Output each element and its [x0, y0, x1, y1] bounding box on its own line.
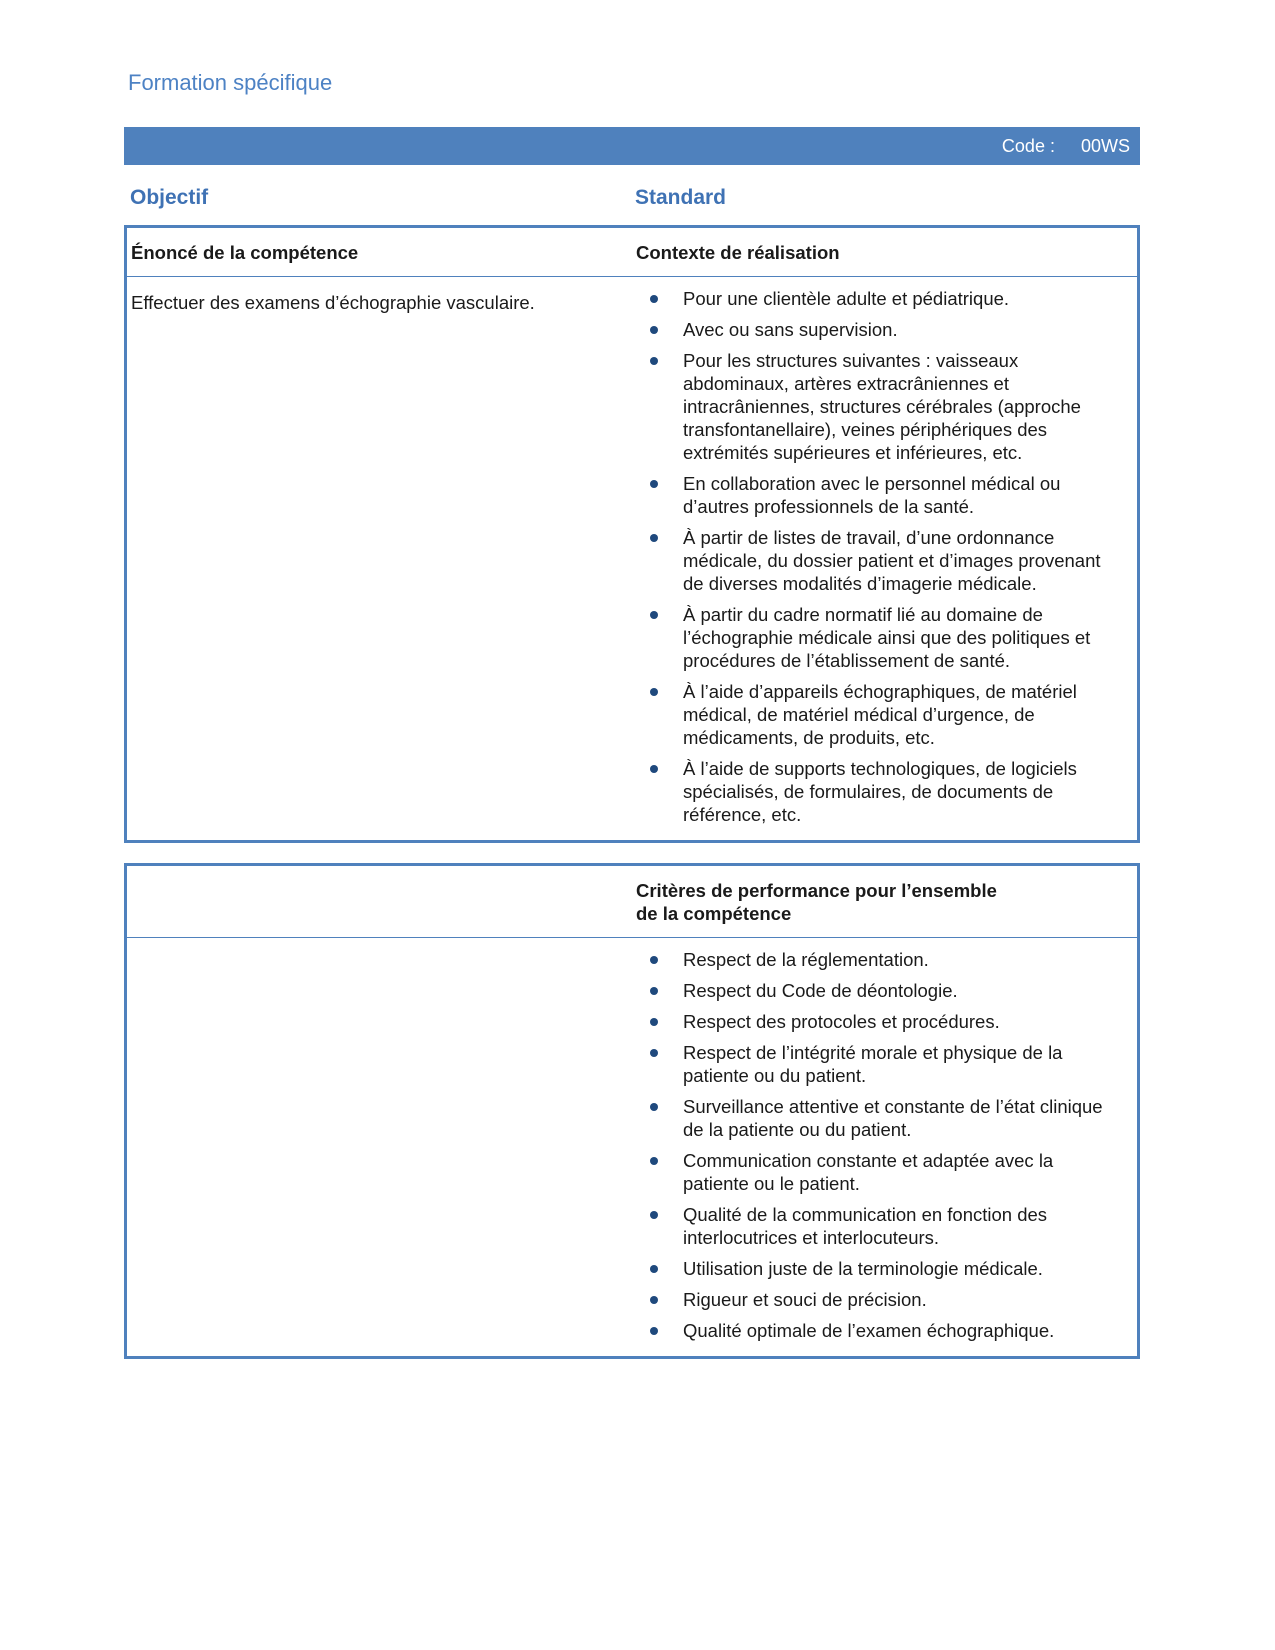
page-content [124, 0, 1140, 1359]
enonce-competence-header: Énoncé de la compétence [131, 242, 359, 263]
list-item-text: Pour une clientèle adulte et pédiatrique. [683, 288, 1010, 309]
list-item [636, 680, 1103, 749]
bullet-icon [650, 1211, 658, 1219]
list-item [636, 948, 1103, 971]
list-item-text: Surveillance attentive et constante de l’état clinique de la patiente ou du patient. [683, 1096, 1103, 1140]
list-item-text: À l’aide d’appareils échographiques, de matériel médical, de matériel médical d’urgence, de médicaments, de produits, etc. [683, 681, 1077, 748]
bullet-icon [650, 1296, 658, 1304]
list-item [636, 349, 1103, 464]
list-item [636, 1257, 1103, 1280]
list-item-text: Communication constante et adaptée avec la patiente ou le patient. [683, 1150, 1054, 1194]
list-item [636, 757, 1103, 826]
criteres-cell [632, 938, 1137, 1356]
column-headings-row [124, 186, 1140, 210]
bullet-icon [650, 534, 658, 542]
bullet-icon [650, 357, 658, 365]
bullet-icon [650, 765, 658, 773]
code-banner [124, 127, 1140, 165]
criteres-header-cell [632, 866, 1137, 937]
list-item-text: Respect de la réglementation. [683, 949, 929, 970]
contexte-realisation-header: Contexte de réalisation [636, 242, 840, 263]
bullet-icon [650, 611, 658, 619]
list-item-text: Qualité optimale de l’examen échographique. [683, 1320, 1055, 1341]
criteres-empty-body-cell [127, 938, 632, 1356]
bullet-icon [650, 1265, 658, 1273]
list-item [636, 287, 1103, 310]
bullet-icon [650, 1327, 658, 1335]
list-item [636, 979, 1103, 1002]
list-item-text: Utilisation juste de la terminologie médicale. [683, 1258, 1043, 1279]
list-item [636, 1319, 1103, 1342]
criteres-table-body-row [127, 938, 1137, 1356]
contexte-bullet-list [636, 287, 1129, 826]
bullet-icon [650, 688, 658, 696]
code-label: Code : [1001, 135, 1055, 156]
list-item-text: Rigueur et souci de précision. [683, 1289, 927, 1310]
list-item-text: Respect du Code de déontologie. [683, 980, 958, 1001]
competence-statement: Effectuer des examens d’échographie vasculaire. [131, 292, 535, 313]
list-item-text: Respect des protocoles et procédures. [683, 1011, 1000, 1032]
list-item-text: Respect de l’intégrité morale et physique de la patiente ou du patient. [683, 1042, 1063, 1086]
criteres-empty-header-cell [127, 866, 632, 937]
list-item [636, 1041, 1103, 1087]
bullet-icon [650, 295, 658, 303]
list-item [636, 1095, 1103, 1141]
bullet-icon [650, 1157, 658, 1165]
list-item-text: À partir de listes de travail, d’une ordonnance médicale, du dossier patient et d’images provenant de diverses modalités d’imagerie médicale. [683, 527, 1101, 594]
list-item-text: Avec ou sans supervision. [683, 319, 898, 340]
list-item-text: En collaboration avec le personnel médical ou d’autres professionnels de la santé. [683, 473, 1061, 517]
competence-table [124, 225, 1140, 843]
criteres-performance-header: Critères de performance pour l’ensemble de la compétence [636, 880, 997, 924]
contexte-cell [632, 277, 1137, 840]
bullet-icon [650, 326, 658, 334]
bullet-icon [650, 1103, 658, 1111]
competence-table-body-row [127, 277, 1137, 840]
list-item [636, 472, 1103, 518]
list-item [636, 318, 1103, 341]
list-item [636, 1010, 1103, 1033]
list-item [636, 526, 1103, 595]
list-item-text: Pour les structures suivantes : vaisseaux abdominaux, artères extracrâniennes et intracrâniennes, structures cérébrales (approche transfontanellaire), veines périphériques des extrémités supérieures et inférieures, etc. [683, 350, 1081, 463]
list-item-text: Qualité de la communication en fonction des interlocutrices et interlocuteurs. [683, 1204, 1048, 1248]
list-item-text: À partir du cadre normatif lié au domaine de l’échographie médicale ainsi que des politiques et procédures de l’établissement de santé. [683, 604, 1091, 671]
bullet-icon [650, 956, 658, 964]
list-item [636, 1149, 1103, 1195]
code-value: 00WS [1080, 135, 1130, 156]
objectif-heading: Objectif [130, 186, 209, 209]
criteres-bullet-list [636, 948, 1129, 1342]
standard-heading: Standard [635, 186, 727, 209]
bullet-icon [650, 480, 658, 488]
list-item [636, 1288, 1103, 1311]
bullet-icon [650, 1018, 658, 1026]
criteres-table [124, 863, 1140, 1359]
section-label: Formation spécifique [128, 70, 333, 95]
bullet-icon [650, 987, 658, 995]
competence-table-header-row [127, 228, 1137, 277]
list-item-text: À l’aide de supports technologiques, de logiciels spécialisés, de formulaires, de documents de référence, etc. [683, 758, 1077, 825]
bullet-icon [650, 1049, 658, 1057]
criteres-table-header-row [127, 866, 1137, 938]
list-item [636, 1203, 1103, 1249]
list-item [636, 603, 1103, 672]
